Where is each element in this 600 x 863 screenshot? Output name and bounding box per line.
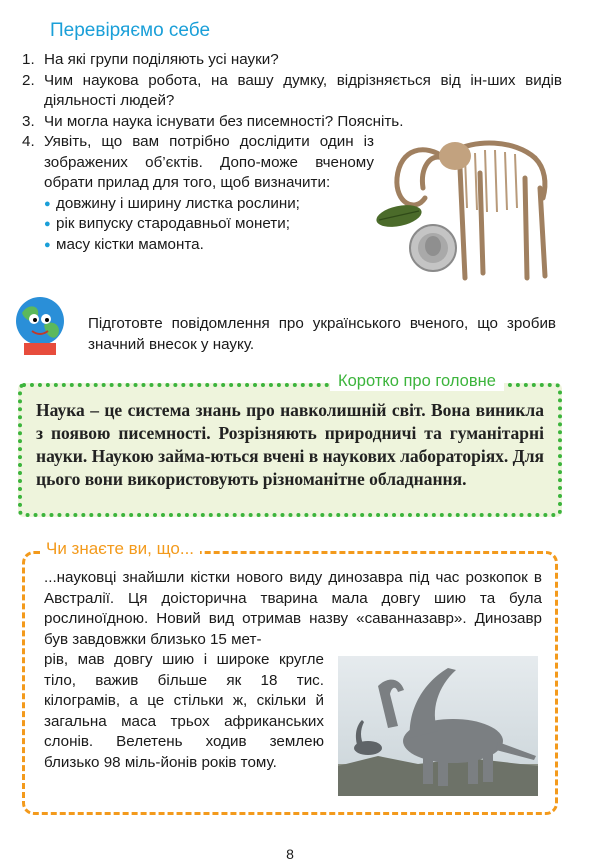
summary-title: Коротко про головне [330, 372, 504, 391]
coin-image [408, 222, 458, 274]
bullet-item [44, 235, 369, 256]
bullet-text: довжину і ширину листка рослини; [56, 194, 300, 212]
section-title: Перевіряємо себе [50, 20, 211, 41]
question-number: 4. [22, 133, 35, 150]
bullet-icon: ● [44, 238, 51, 251]
page-number: 8 [286, 846, 294, 862]
bullet-icon: ● [44, 197, 51, 210]
bullet-item [44, 214, 369, 235]
did-you-know-text: ...науковці знайшли кістки нового виду динозавра під час розкопок в Австралії. Ця доісторична тварина мала довгу шию та була рослиноїдною. Новий вид отримав назву «саванназавр». Динозавр був завдовжки близько 15 мет- [44, 569, 542, 648]
bullet-text: рік випуску стародавньої монети; [56, 215, 290, 232]
summary-text: Наука – це система знань про навколишній світ. Вона виникла з появою писемності. Розрізняють природничі та гуманітарні науки. Наукою займа-ються вчені в наукових лабораторіях. Для цього вони використовують різноманітне обладнання. [36, 400, 544, 489]
bullet-icon: ● [44, 218, 51, 230]
did-you-know-text-continued: рів, мав довгу шию і широке кругле тіло, важив більше як 18 тис. кілограмів, а це стільки ж, скільки й загальна маса трьох африканських слонів. Велетень ходив землею близько 98 міль-йонів років тому. [44, 651, 324, 771]
task-text: Підготовте повідомлення про українського вченого, що зробив значний внесок у науку. [88, 315, 556, 353]
question-number: 3. [22, 112, 35, 130]
question-item [22, 71, 562, 112]
question-item [22, 50, 562, 71]
question-number: 1. [22, 51, 35, 68]
bullet-text: масу кістки мамонта. [56, 235, 204, 253]
did-you-know-title: Чи знаєте ви, що... [40, 539, 200, 559]
question-text: На які групи поділяють усі науки? [44, 51, 279, 68]
dinosaur-image [338, 656, 538, 796]
question-text: Чим наукова робота, на вашу думку, відрізняється від ін-ших видів діяльності людей? [44, 71, 562, 109]
bullet-list [44, 194, 369, 256]
bullet-item [44, 194, 369, 215]
question-text: Уявіть, що вам потрібно дослідити один із зображених об’єктів. Допо-може вченому обрати прилад для того, щоб визначити: [44, 133, 374, 191]
question-text: Чи могла наука існувати без писемності? Поясніть. [44, 112, 404, 130]
question-number: 2. [22, 71, 35, 89]
globe-mascot-icon [10, 293, 70, 359]
